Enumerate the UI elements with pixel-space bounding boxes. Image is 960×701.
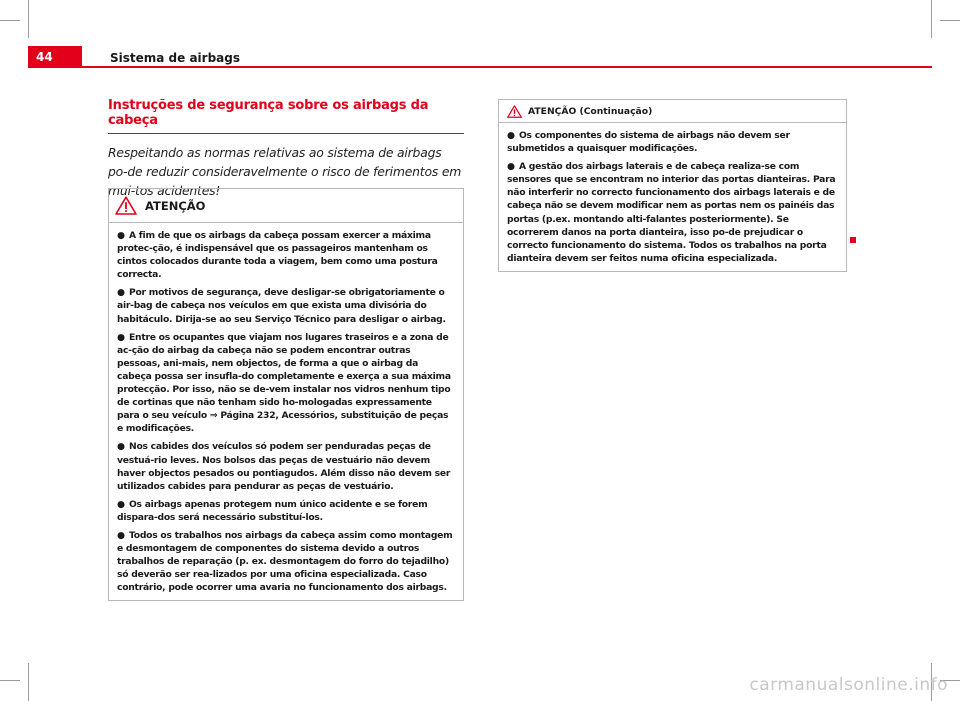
page-number: 44 (36, 50, 53, 64)
warning-body (499, 123, 846, 271)
warning-item (117, 440, 455, 492)
crop-mark (0, 680, 20, 681)
bullet: ● (117, 331, 125, 343)
warning-item-text: A fim de que os airbags da cabeça possam exercer a máxima protec-ção, é indispensável que os passageiros mantenham os cintos colocados durante toda a viagem, bem como uma postura correcta. (117, 230, 438, 281)
warning-item-text: Todos os trabalhos nos airbags da cabeça assim como montagem e desmontagem de componentes do sistema devido a outros trabalhos de reparação (p. ex. desmontagem do forro do tejadilho) só deverão ser rea-lizados por uma oficina especializada. Caso contrário, pode ocorrer uma avaria no funcionamento dos airbags. (117, 529, 453, 594)
warning-label: ATENÇÃO (Continuação) (528, 105, 653, 117)
crop-mark (940, 20, 960, 21)
crop-mark (28, 663, 29, 701)
section-intro: Respeitando as normas relativas ao sistema de airbags po-de reduzir consideravelmente o risco de ferimentos em mui-tos acidentes! (108, 145, 462, 198)
warning-item (117, 229, 455, 281)
warning-item (117, 529, 455, 594)
warning-item-text: Os airbags apenas protegem num único acidente e se forem dispara-dos será necessário substituí-los. (117, 498, 428, 523)
warning-item-text: Entre os ocupantes que viajam nos lugares traseiros e a zona de ac-ção do airbag da cabeça não se podem encontrar outras pessoas, ani-mais, nem objectos, de forma a que o airbag da cabeça possa ser insufla-do completamente e exerça a sua máxima protecção. Por isso, não se de-vem instalar nos vidros nenhum tipo de cortinas que não tenham sido ho-mologadas expressamente para o seu veículo ⇒ Página 232, Acessórios, substituição de peças e modificações. (117, 331, 451, 435)
warning-header (109, 189, 463, 223)
bullet: ● (117, 287, 125, 299)
warning-body (109, 223, 463, 600)
bullet: ● (117, 230, 125, 241)
warning-item-text: A gestão dos airbags laterais e de cabeça realiza-se com sensores que se encontram no interior das portas dianteiras. Para não interferir no correcto funcionamento dos airbags laterais e de cabeça não se devem modificar nem as portas nem os painéis das portas (p.ex. montando alti-falantes posteriormente). Se ocorrerem danos na porta dianteira, isso po-de prejudicar o correcto funcionamento do sistema. Todos os trabalhos na porta dianteira devem ser feitos numa oficina especializada. (507, 161, 836, 264)
watermark: carmanualsonline.info (749, 675, 948, 695)
section-title: Instruções de segurança sobre os airbags da cabeça (108, 98, 464, 134)
warning-box (108, 188, 464, 601)
bullet: ● (507, 130, 515, 141)
warning-item (117, 498, 455, 524)
bullet: ● (117, 498, 125, 510)
warning-label: ATENÇÃO (145, 198, 206, 213)
warning-item-text: Os componentes do sistema de airbags não devem ser submetidos a quaisquer modificações. (507, 130, 790, 155)
section-end-mark (850, 237, 856, 243)
bullet: ● (117, 529, 125, 541)
page-header-title: Sistema de airbags (110, 51, 241, 65)
warning-item (117, 331, 455, 436)
warning-box-continued (498, 99, 847, 272)
warning-item (117, 286, 455, 325)
warning-item-text: Nos cabides dos veículos só podem ser penduradas peças de vestuá-rio leves. Nos bolsos das peças de vestuário não devem haver objectos pesados ou pontiagudos. Além disso não devem ser utilizados cabides para pendurar as peças de vestuário. (117, 441, 451, 492)
bullet: ● (117, 441, 125, 453)
crop-mark (0, 20, 20, 21)
warning-triangle-icon (507, 105, 522, 118)
warning-header (499, 100, 846, 123)
left-column (108, 98, 464, 200)
warning-item (507, 160, 838, 265)
crop-mark (28, 0, 29, 38)
warning-triangle-icon (115, 196, 137, 215)
header-rule (82, 66, 932, 68)
warning-item (507, 129, 838, 155)
warning-item-text: Por motivos de segurança, deve desligar-se obrigatoriamente o air-bag de cabeça nos veículos em que exista uma divisória do habitáculo. Dirija-se ao seu Serviço Técnico para desligar o airbag. (117, 287, 446, 325)
bullet: ● (507, 161, 515, 173)
crop-mark (931, 0, 932, 38)
